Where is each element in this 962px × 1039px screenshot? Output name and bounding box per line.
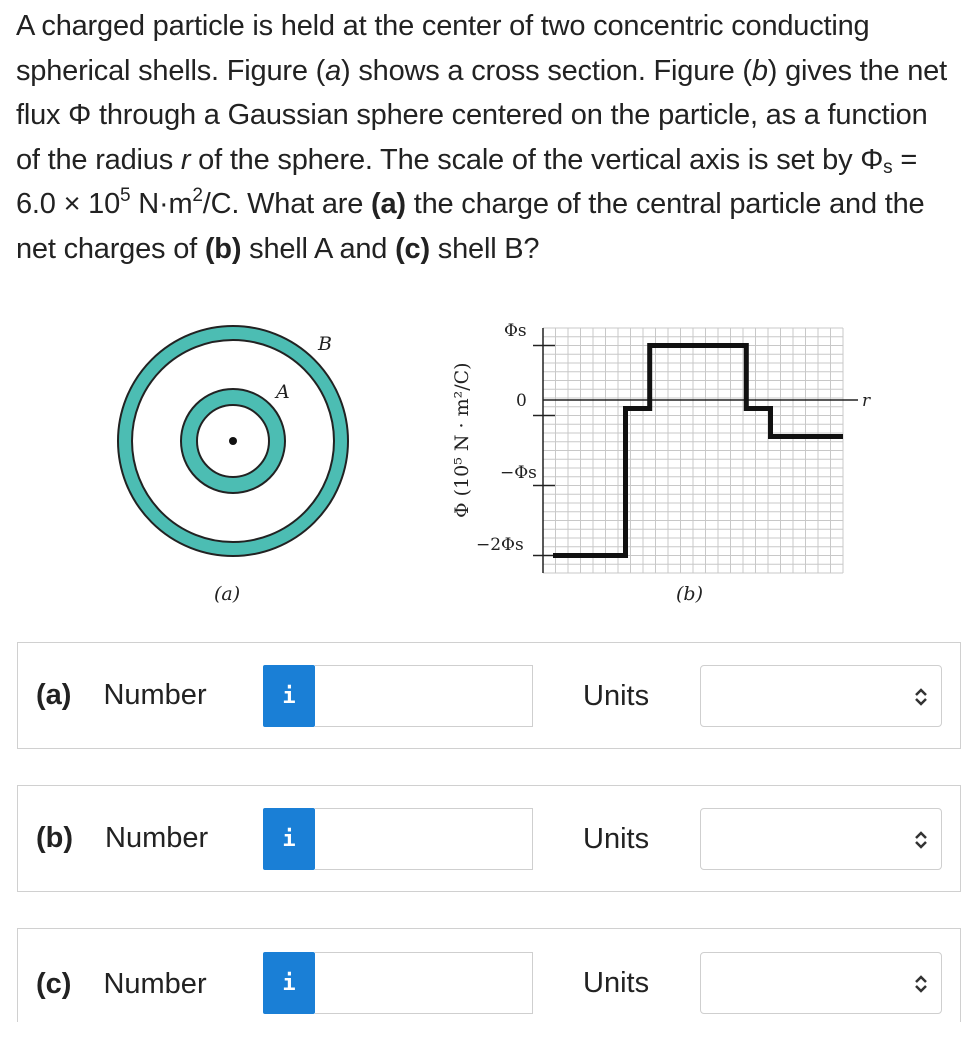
- info-button[interactable]: i: [263, 952, 315, 1014]
- info-button[interactable]: i: [263, 808, 315, 870]
- chevron-updown-icon: [913, 973, 929, 995]
- answer-row-b: [17, 785, 961, 892]
- info-button[interactable]: i: [263, 665, 315, 727]
- problem-text: A charged particle is held at the center of two concentric conducting spherical shells. Figure (: [16, 10, 870, 87]
- graph-grid: [533, 328, 843, 573]
- figure: [0, 300, 962, 620]
- number-input[interactable]: [315, 665, 533, 727]
- figure-svg: [0, 300, 962, 620]
- answer-row-c: [17, 928, 961, 1022]
- answer-label: [36, 786, 208, 891]
- units-select[interactable]: [700, 952, 942, 1014]
- problem-text: (c): [395, 232, 430, 265]
- tick-zero: 0: [516, 391, 527, 411]
- problem-text: a: [325, 54, 342, 87]
- number-input[interactable]: [315, 952, 533, 1014]
- problem-text: 2: [192, 185, 203, 206]
- caption-b: (b): [676, 583, 703, 605]
- shells-diagram: [118, 326, 348, 605]
- caption-a: (a): [214, 583, 241, 605]
- chevron-updown-icon: [913, 686, 929, 708]
- problem-text: of the sphere. The scale of the vertical axis is set by Φ: [190, 143, 884, 176]
- problem-statement: [16, 4, 956, 271]
- r-axis-label: r: [862, 391, 871, 411]
- problem-text: (b): [204, 232, 242, 265]
- answer-row-a: [17, 642, 961, 749]
- tick-neg-phi-s: −Φs: [500, 463, 537, 483]
- problem-text: r: [180, 143, 191, 176]
- answer-label: [36, 929, 207, 1039]
- units-label: Units: [583, 966, 650, 999]
- number-label: Number: [103, 967, 207, 1000]
- part-label: (b): [36, 822, 74, 854]
- units-select[interactable]: [700, 665, 942, 727]
- problem-text: /C. What are: [202, 188, 372, 220]
- y-axis-label: Φ (10⁵ N · m²/C): [451, 362, 473, 518]
- problem-text: shell A and: [241, 232, 396, 265]
- tick-neg-2phi-s: −2Φs: [476, 535, 524, 555]
- units-label: Units: [583, 679, 650, 712]
- part-label: (c): [36, 967, 72, 1000]
- problem-text: the charge of the central particle and the net charges of: [16, 188, 925, 265]
- problem-text: shell B?: [429, 232, 540, 265]
- chevron-updown-icon: [913, 829, 929, 851]
- flux-graph: [451, 321, 871, 605]
- shell-a-label: A: [276, 381, 290, 403]
- problem-text: 5: [120, 185, 131, 206]
- answer-label: [36, 643, 207, 748]
- problem-text: N·m: [130, 188, 193, 220]
- units-label: Units: [583, 822, 650, 855]
- problem-text: = 6.0 × 10: [16, 143, 918, 220]
- number-label: Number: [103, 679, 207, 711]
- part-label: (a): [36, 679, 72, 711]
- problem-text: ) shows a cross section. Figure (: [341, 54, 752, 87]
- problem-text: s: [883, 156, 893, 178]
- tick-phi-s: Φs: [504, 321, 527, 341]
- number-label: Number: [105, 822, 209, 854]
- problem-text: (a): [371, 188, 406, 220]
- problem-text: ) gives the net flux Φ through a Gaussian sphere centered on the particle, as a function of the radius: [16, 54, 947, 176]
- number-input[interactable]: [315, 808, 533, 870]
- central-particle: [229, 437, 237, 445]
- shell-b-label: B: [318, 333, 332, 355]
- units-select[interactable]: [700, 808, 942, 870]
- problem-text: b: [751, 54, 768, 87]
